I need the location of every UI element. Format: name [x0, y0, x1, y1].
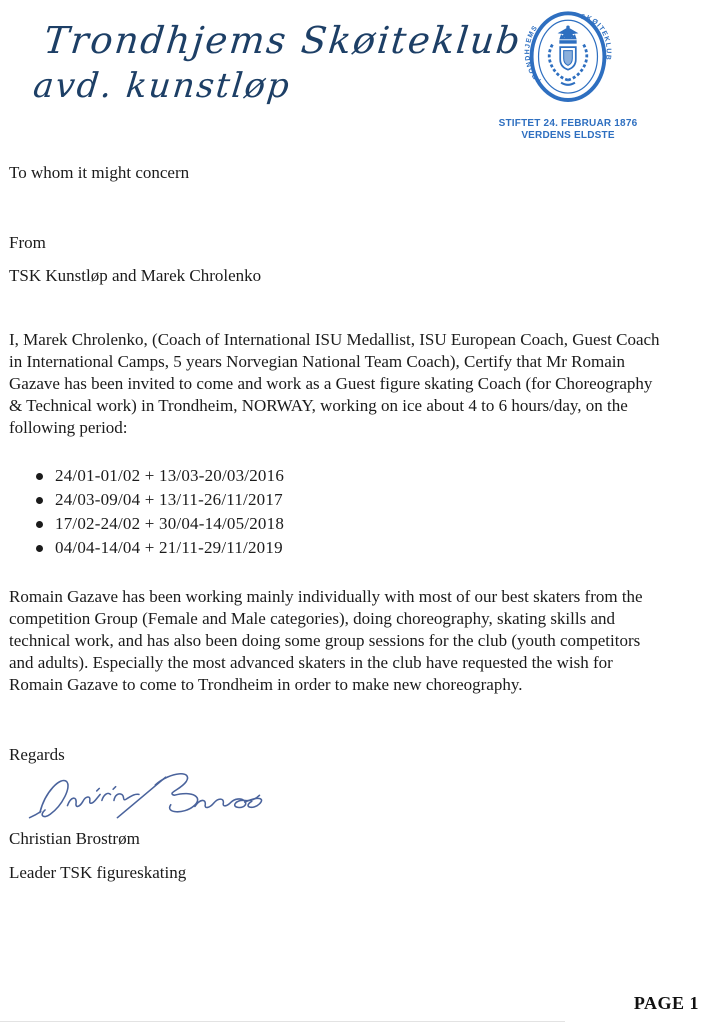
period-item: 24/01-01/02 + 13/03-20/03/2016 — [36, 464, 665, 488]
letter-body — [0, 162, 723, 884]
closing: Regards — [9, 745, 65, 764]
letterhead — [0, 0, 723, 152]
certification-paragraph: I, Marek Chrolenko, (Coach of International ISU Medallist, ISU European Coach, Guest Coach in International Camps, 5 years Norvegian National Team Coach), Certify that Mr Romain Gazave has been invited to come and work as a Guest figure skating Coach (for Choreography & Technical work) in Trondheim, NORWAY, working on ice about 4 to 6 hours/day, on the following period: — [9, 330, 660, 437]
scan-artifact-line — [0, 1021, 565, 1022]
period-item: 04/04-14/04 + 21/11-29/11/2019 — [36, 536, 665, 560]
svg-text:SKØITEKLUB — [580, 14, 612, 61]
club-name-script — [31, 16, 525, 106]
svg-text:TRONDHJEMS — [524, 24, 543, 84]
seal-ring-text-right: SKØITEKLUB — [580, 13, 612, 62]
signature — [7, 766, 307, 828]
seal-ring-text-left: TRONDHJEMS — [524, 24, 544, 85]
club-name-line: Trondhjems Skøiteklub — [41, 19, 525, 62]
period-item: 17/02-24/02 + 30/04-14/05/2018 — [36, 512, 665, 536]
club-seal-icon — [516, 6, 620, 116]
club-seal — [498, 6, 638, 142]
signer-title: Leader TSK figureskating — [9, 863, 187, 882]
salutation: To whom it might concern — [9, 163, 190, 182]
period-item: 24/03-09/04 + 13/11-26/11/2017 — [36, 488, 665, 512]
seal-shield-icon — [560, 47, 576, 70]
seal-crown-icon — [559, 32, 576, 43]
seal-caption-line2: VERDENS ELDSTE — [521, 130, 615, 141]
signer-name: Christian Brostrøm — [9, 829, 140, 848]
from-label: From — [9, 233, 46, 252]
seal-base-icon — [561, 83, 575, 85]
club-dept-line: avd. kunstløp — [31, 65, 293, 106]
page-number: PAGE 1 — [633, 993, 699, 1013]
from-value: TSK Kunstløp and Marek Chrolenko — [9, 266, 262, 285]
work-description-paragraph: Romain Gazave has been working mainly individually with most of our best skaters from the competition Group (Female and Male categories), doing choreography, skating skills and technical work, and has also been doing some group sessions for the club (youth competitors and adults). Especially the most advanced skaters in the club have requested the wish for Romain Gazave to come to Trondheim in order to make new choreography. — [9, 587, 643, 694]
seal-caption-line1: STIFTET 24. FEBRUAR 1876 — [498, 118, 638, 129]
period-list — [9, 464, 665, 560]
